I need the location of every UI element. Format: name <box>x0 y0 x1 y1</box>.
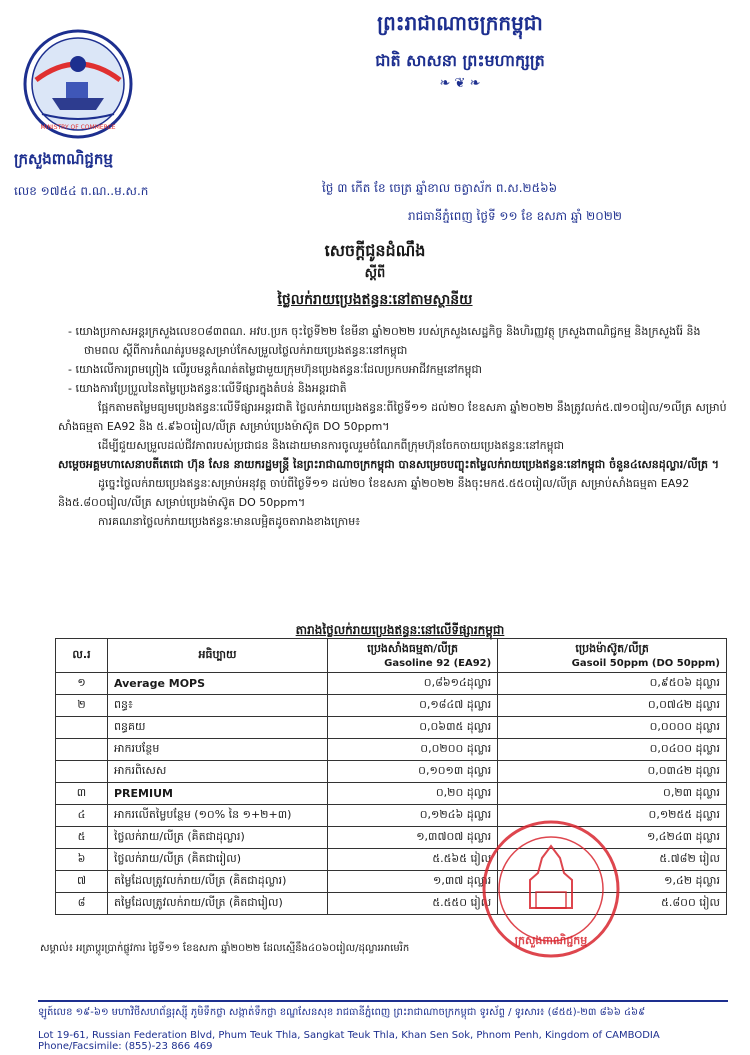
diesel-value: ០,០៧៤២ ដុល្លារ <box>498 695 727 717</box>
table-header-row <box>56 639 727 673</box>
footer-address-english: Lot 19-61, Russian Federation Blvd, Phum Teuk Thla, Sangkat Teuk Thla, Khan Sen Sok, Phnom Penh, Kingdom of CAMBODIA Phone/Facsimile: (855)-23 866 469 <box>38 1030 660 1052</box>
reference-bullet: - យោងការប្រែប្រួលនៃតម្លៃប្រេងឥន្ធនៈលើទីផ្សារក្នុងតំបន់ និងអន្តរជាតិ <box>68 382 347 395</box>
table-row <box>56 739 727 761</box>
row-number <box>56 739 108 761</box>
ministry-name: ក្រសួងពាណិជ្ជកម្ម <box>14 150 113 168</box>
table-row <box>56 695 727 717</box>
row-number: ៥ <box>56 827 108 849</box>
diesel-value: ១,៤២ ដុល្លារ <box>498 871 727 893</box>
gasoline-value: ០,០៦៣៥ ដុល្លារ <box>328 717 498 739</box>
reference-number: លេខ ១៧៥៤ ព.ណ..ម.ស.ក <box>14 184 149 198</box>
gasoline-value: ៥.៥៥០ រៀល <box>328 893 498 915</box>
reference-bullet: - យោងលើការព្រមព្រៀង លើរូបមន្តកំណត់តម្លៃជាមួយក្រុមហ៊ុនប្រេងឥន្ធនៈដែលប្រកបអាជីវកម្មនៅកម្ពុជា <box>68 363 482 376</box>
row-number: ៧ <box>56 871 108 893</box>
diesel-value: ០,០៤០០ ដុល្លារ <box>498 739 727 761</box>
table-row <box>56 893 727 915</box>
row-number: ៣ <box>56 783 108 805</box>
document-about: ស្តីពី <box>364 266 386 281</box>
row-description: អាករលើតម្លៃបន្ថែម (១០% នៃ ១+២+៣) <box>108 805 328 827</box>
exchange-rate-note: សម្គាល់៖ អត្រាប្តូរប្រាក់ផ្លូវការ ថ្ងៃទី១១ ខែឧសភា ឆ្នាំ២០២២ ដែលស្មើនឹង៤០៦០រៀល/ដុល្លារអាមេរិក <box>40 943 410 954</box>
diesel-value: ១,៤២៤៣ ដុល្លារ <box>498 827 727 849</box>
gasoline-value: ០,១២៤៦ ដុល្លារ <box>328 805 498 827</box>
row-description: ពន្ធគយ <box>108 717 328 739</box>
diesel-value: ៥.៧៨២ រៀល <box>498 849 727 871</box>
place-date: រាជធានីភ្នំពេញ ថ្ងៃទី ១១ ខែ ឧសភា ឆ្នាំ ២០២២ <box>408 209 622 223</box>
national-motto: ជាតិ សាសនា ព្រះមហាក្សត្រ <box>375 51 545 70</box>
gasoline-value: ០,១៨៤៧ ដុល្លារ <box>328 695 498 717</box>
gasoline-value: ០,០២០០ ដុល្លារ <box>328 739 498 761</box>
row-number: ២ <box>56 695 108 717</box>
diesel-value: ០,០៣៤២ ដុល្លារ <box>498 761 727 783</box>
table-title: តារាងថ្លៃលក់រាយប្រេងឥន្ធនៈនៅលើទីផ្សារកម្ពុជា <box>295 623 505 637</box>
table-row <box>56 871 727 893</box>
svg-text:ក្រសួងពាណិជ្ជកម្ម: ក្រសួងពាណិជ្ជកម្ម <box>514 934 588 947</box>
body-paragraph: ការគណនាថ្លៃលក់រាយប្រេងឥន្ធនៈមានលម្អិតដូចតារាងខាងក្រោម៖ <box>98 515 361 528</box>
pm-decision: សម្តេចអគ្គមហាសេនាបតីតេជោ ហ៊ុន សែន នាយករដ្ឋមន្ត្រី នៃព្រះរាជាណាចក្រកម្ពុជា បានសម្រេចបញ្ចុះតម្លៃលក់រាយប្រេងឥន្ធនៈនៅកម្ពុជា ចំនួន៤សេនដុល្លារ/លីត្រ ។ <box>58 458 720 471</box>
gasoline-value: ១,៣៧ ដុល្លារ <box>328 871 498 893</box>
table-row <box>56 761 727 783</box>
diesel-value: ៥.៨០០ រៀល <box>498 893 727 915</box>
diesel-value: ០,៩៥០៦ ដុល្លារ <box>498 673 727 695</box>
body-paragraph: ដើម្បីជួយសម្រួលដល់ជីវភាពរបស់ប្រជាជន និងដោយមានការចូលរួមចំណែកពីក្រុមហ៊ុនចែកចាយប្រេងឥន្ធនៈនៅកម្ពុជា <box>98 439 565 452</box>
table-row <box>56 717 727 739</box>
row-description: តម្លៃដែលត្រូវលក់រាយ/លីត្រ (គិតជាដុល្លារ) <box>108 871 328 893</box>
row-description: ថ្លៃលក់រាយ/លីត្រ (គិតជាដុល្លារ) <box>108 827 328 849</box>
ornament-divider: ❧ ❦ ❧ <box>439 76 481 91</box>
gasoline-value: ០,៨៦១៤ដុល្លារ <box>328 673 498 695</box>
table-row <box>56 849 727 871</box>
row-number: ៨ <box>56 893 108 915</box>
lunar-date: ថ្ងៃ ៣ កើត ខែ ចេត្រ ឆ្នាំខាល ចត្វាស័ក ព.ស.២៥៦៦ <box>322 181 558 195</box>
ministry-logo <box>22 28 134 140</box>
row-number <box>56 761 108 783</box>
svg-text:MINISTRY OF COMMERCE: MINISTRY OF COMMERCE <box>40 124 116 131</box>
row-description: តម្លៃដែលត្រូវលក់រាយ/លីត្រ (គិតជារៀល) <box>108 893 328 915</box>
footer-divider <box>38 1000 728 1002</box>
official-stamp <box>480 818 622 960</box>
kingdom-heading: ព្រះរាជាណាចក្រកម្ពុជា <box>377 11 543 35</box>
row-description: ពន្ធ៖ <box>108 695 328 717</box>
diesel-value: ០,១២៥៥ ដុល្លារ <box>498 805 727 827</box>
gasoline-value: ៥.៥៦៥ រៀល <box>328 849 498 871</box>
header-diesel: ប្រេងម៉ាស៊ូត/លីត្រ Gasoil 50ppm (DO 50ppm) <box>498 639 727 673</box>
diesel-value: ០,២៣ ដុល្លារ <box>498 783 727 805</box>
table-row <box>56 827 727 849</box>
row-description: PREMIUM <box>108 783 328 805</box>
document-type: សេចក្តីជូនដំណឹង <box>324 241 426 260</box>
row-number: ៤ <box>56 805 108 827</box>
body-paragraph: ផ្អែកតាមតម្លៃមធ្យមប្រេងឥន្ធនៈលើទីផ្សារអន្តរជាតិ ថ្លៃលក់រាយប្រេងឥន្ធនៈពីថ្ងៃទី១១ ដល់២០ ខែឧសភា ឆ្នាំ២០២២ នឹងត្រូវលក់៥.៧១០រៀល/១លីត្រ សម្រាប់សាំងធម្មតា EA92 និង ៥.៩៦០រៀល/លីត្រ សម្រាប់ប្រេងម៉ាស៊ូត DO 50ppm។ <box>58 401 727 433</box>
row-description: Average MOPS <box>108 673 328 695</box>
row-number: ១ <box>56 673 108 695</box>
table-row <box>56 805 727 827</box>
gasoline-value: ០,១០១៣ ដុល្លារ <box>328 761 498 783</box>
gasoline-value: ០,២០ ដុល្លារ <box>328 783 498 805</box>
header-gasoline: ប្រេងសាំងធម្មតា/លីត្រ Gasoline 92 (EA92) <box>328 639 498 673</box>
row-description: អាករបន្ថែម <box>108 739 328 761</box>
row-description: អាករពិសេស <box>108 761 328 783</box>
body-paragraph: ដូច្នេះថ្លៃលក់រាយប្រេងឥន្ធនៈសម្រាប់អនុវត្ត ចាប់ពីថ្ងៃទី១១ ដល់២០ ខែឧសភា ឆ្នាំ២០២២ នឹងចុះមក៥.៥៥០រៀល/លីត្រ សម្រាប់សាំងធម្មតា EA92 និង៥.៨០០រៀល/លីត្រ សម្រាប់ប្រេងម៉ាស៊ូត DO 50ppm។ <box>58 477 690 509</box>
body-text <box>58 322 728 531</box>
reference-bullet: - យោងប្រកាសអន្តរក្រសួងលេខ០៨៣ពណ. អវប.ប្រក ចុះថ្ងៃទី២២ ខែមីនា ឆ្នាំ២០២២ របស់ក្រសួងសេដ្ឋកិច្ច និងហិរញ្ញវត្ថុ ក្រសួងពាណិជ្ជកម្ម និងក្រសួងរ៉ែ និងថាមពល ស្តីពីការកំណត់រូបមន្តសម្រាប់កែសម្រួលថ្លៃលក់រាយប្រេងឥន្ធនៈនៅកម្ពុជា <box>68 325 701 357</box>
gasoline-value: ១,៣៧០៧ ដុល្លារ <box>328 827 498 849</box>
diesel-value: ០,០០០០ ដុល្លារ <box>498 717 727 739</box>
price-table <box>55 638 727 915</box>
row-number <box>56 717 108 739</box>
header-no: ល.រ <box>56 639 108 673</box>
row-description: ថ្លៃលក់រាយ/លីត្រ (គិតជារៀល) <box>108 849 328 871</box>
document-subject: ថ្លៃលក់រាយប្រេងឥន្ធនៈនៅតាមស្ថានីយ <box>277 292 473 308</box>
table-row <box>56 783 727 805</box>
row-number: ៦ <box>56 849 108 871</box>
table-row <box>56 673 727 695</box>
header-description: អធិប្បាយ <box>108 639 328 673</box>
footer-address-khmer: ឡូត៍លេខ ១៩-៦១ មហាវិថីសហព័ន្ធរុស្ស៊ី ភូមិទឹកថ្លា សង្កាត់ទឹកថ្លា ខណ្ឌសែនសុខ រាជធានីភ្នំពេញ ព្រះរាជាណាចក្រកម្ពុជា ទូរស័ព្ទ / ទូរសារ៖ (៨៥៥)-២៣ ៨៦៦ ៤៦៩ <box>38 1007 646 1018</box>
